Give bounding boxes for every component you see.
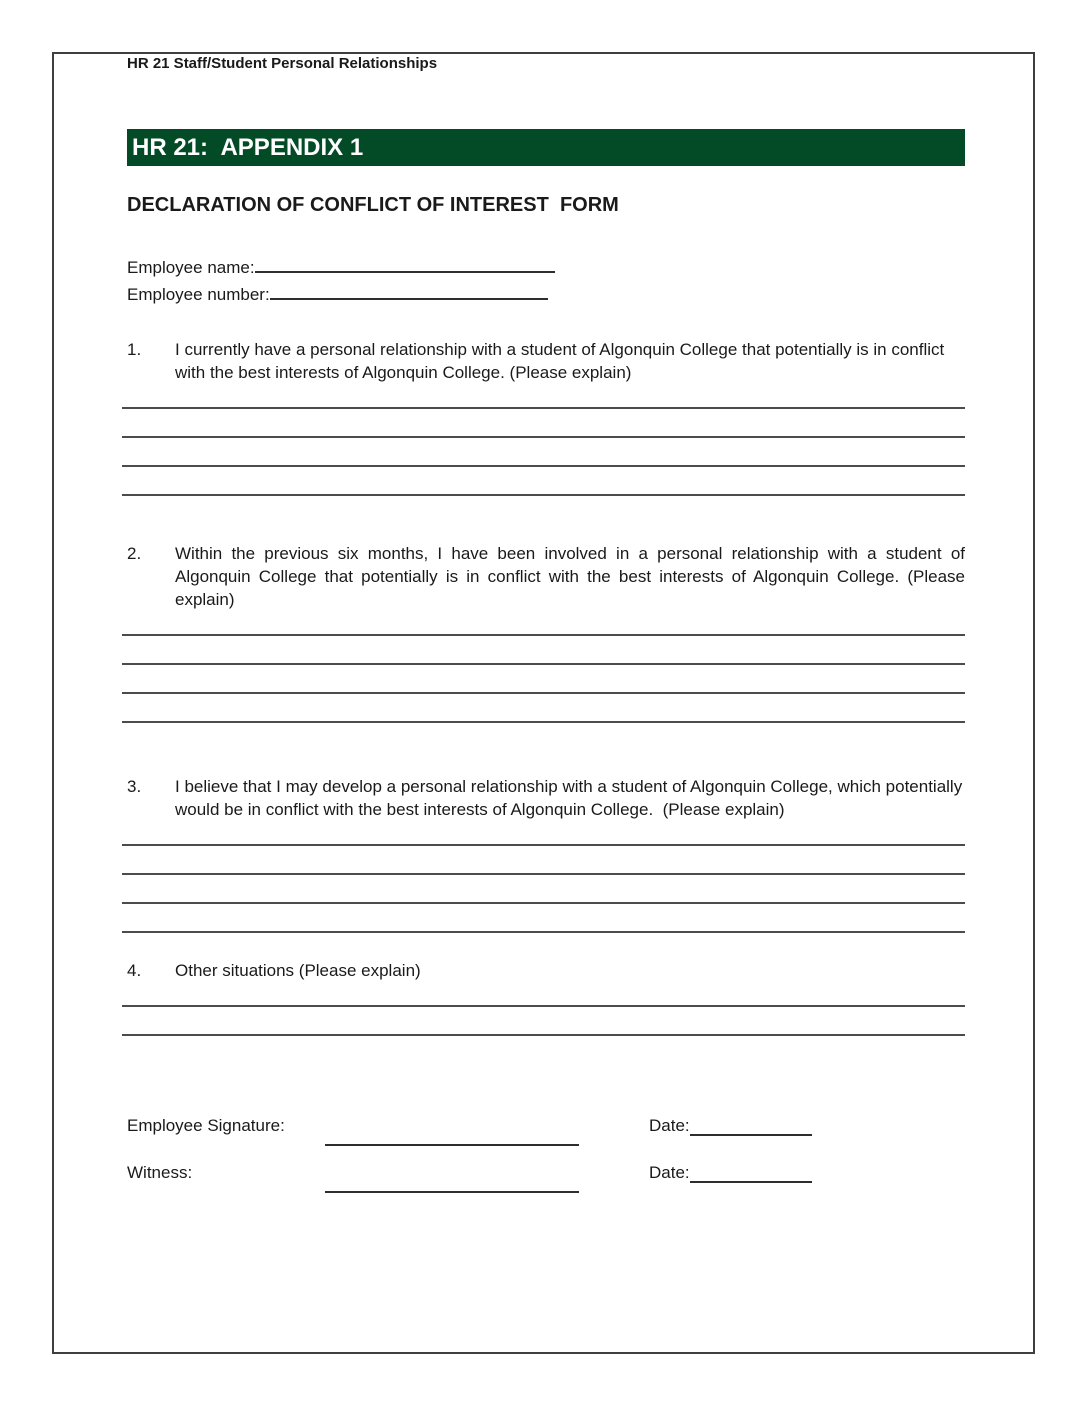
answer-line[interactable] xyxy=(122,1007,965,1036)
employee-signature-row xyxy=(127,1116,965,1146)
answer-line[interactable] xyxy=(122,438,965,467)
page-title: DECLARATION OF CONFLICT OF INTEREST FORM xyxy=(127,194,619,216)
question-3-text: I believe that I may develop a personal relationship with a student of Algonquin College, which potentially would be in conflict with the best interests of Algonquin College. (Please explain) xyxy=(175,777,967,819)
answer-line[interactable] xyxy=(122,665,965,694)
question-4-text: Other situations (Please explain) xyxy=(175,961,421,980)
employee-signature-label: Employee Signature: xyxy=(127,1116,285,1135)
witness-signature-input[interactable] xyxy=(325,1173,579,1193)
question-4-answer-lines xyxy=(122,982,965,1036)
question-1-text: I currently have a personal relationship with a student of Algonquin College that potentially is in conflict with the best interests of Algonquin College. (Please explain) xyxy=(175,340,949,382)
question-2-answer-lines xyxy=(122,611,965,723)
answer-line[interactable] xyxy=(122,875,965,904)
answer-line[interactable] xyxy=(122,982,965,1007)
answer-line[interactable] xyxy=(122,821,965,846)
employee-name-label: Employee name: xyxy=(127,258,255,277)
answer-line[interactable] xyxy=(122,384,965,409)
employee-name-input[interactable] xyxy=(255,253,555,273)
employee-number-input[interactable] xyxy=(270,280,548,300)
employee-number-label: Employee number: xyxy=(127,285,270,304)
employee-signature-date-group xyxy=(649,1116,812,1136)
document-header: HR 21 Staff/Student Personal Relationships xyxy=(127,55,438,72)
appendix-banner: HR 21: APPENDIX 1 xyxy=(127,129,965,166)
question-4 xyxy=(127,959,965,982)
answer-line[interactable] xyxy=(122,694,965,723)
question-2-text: Within the previous six months, I have been involved in a personal relationship with a student of Algonquin College that potentially is in conflict with the best interests of Algonquin College. (Please explain) xyxy=(175,544,970,609)
witness-label: Witness: xyxy=(127,1163,193,1182)
employee-signature-date-input[interactable] xyxy=(690,1116,812,1136)
witness-date-input[interactable] xyxy=(690,1163,812,1183)
answer-line[interactable] xyxy=(122,409,965,438)
question-3-number: 3. xyxy=(127,777,142,796)
question-3 xyxy=(127,775,965,821)
answer-line[interactable] xyxy=(122,904,965,933)
employee-fields xyxy=(127,253,965,307)
witness-signature-row xyxy=(127,1163,965,1193)
employee-number-row xyxy=(127,280,965,307)
question-2 xyxy=(127,542,970,611)
question-3-answer-lines xyxy=(122,821,965,933)
question-1-answer-lines xyxy=(122,384,965,496)
answer-line[interactable] xyxy=(122,636,965,665)
question-1 xyxy=(127,338,965,384)
question-4-number: 4. xyxy=(127,961,142,980)
answer-line[interactable] xyxy=(122,611,965,636)
employee-signature-date-label: Date: xyxy=(649,1116,690,1135)
page-content xyxy=(54,54,1033,1193)
witness-date-label: Date: xyxy=(649,1163,690,1182)
employee-signature-input[interactable] xyxy=(325,1126,579,1146)
employee-name-row xyxy=(127,253,965,280)
answer-line[interactable] xyxy=(122,846,965,875)
question-1-number: 1. xyxy=(127,340,142,359)
signature-section xyxy=(127,1116,965,1193)
page-border-frame xyxy=(52,52,1035,1354)
question-2-number: 2. xyxy=(127,544,142,563)
answer-line[interactable] xyxy=(122,467,965,496)
witness-date-group xyxy=(649,1163,812,1183)
